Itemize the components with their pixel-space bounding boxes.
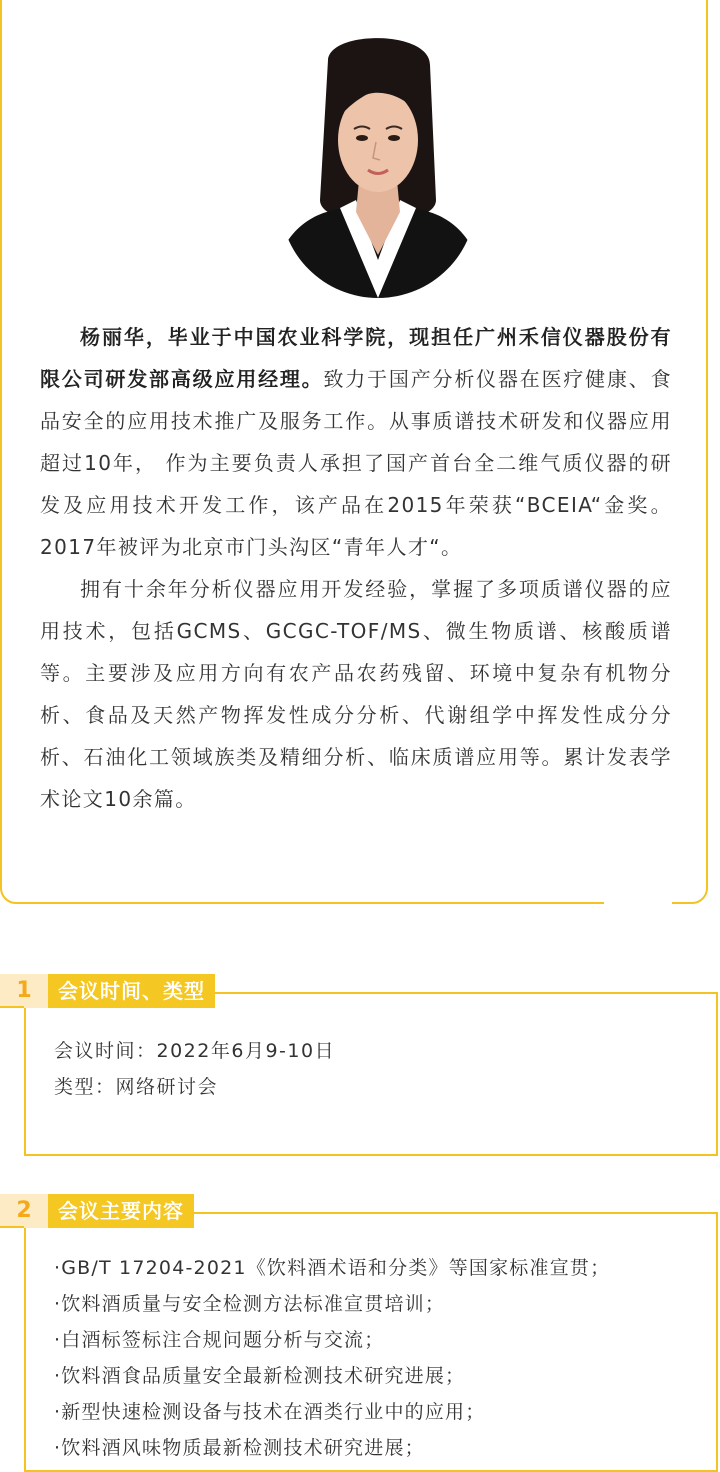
section-2-number: 2 — [0, 1194, 48, 1228]
section-2-title: 会议主要内容 — [48, 1194, 194, 1228]
section-1-number: 1 — [0, 974, 48, 1008]
card-border-gap — [604, 902, 672, 908]
section-2-underline — [0, 1226, 24, 1228]
list-item: ·白酒标签标注合规问题分析与交流； — [54, 1329, 385, 1351]
list-item: ·饮料酒质量与安全检测方法标准宣贯培训； — [54, 1293, 446, 1315]
list-item: ·GB/T 17204-2021《饮料酒术语和分类》等国家标准宣贯； — [54, 1257, 611, 1279]
speaker-photo — [280, 30, 476, 298]
meeting-type: 类型：网络研讨会 — [54, 1076, 219, 1098]
list-item: ·新型快速检测设备与技术在酒类行业中的应用； — [54, 1401, 486, 1423]
section-1-title: 会议时间、类型 — [48, 974, 215, 1008]
meeting-time: 会议时间：2022年6月9-10日 — [54, 1040, 336, 1062]
list-item: ·饮料酒食品质量安全最新检测技术研究进展； — [54, 1365, 466, 1387]
speaker-name-title: 杨丽华，毕业于中国农业科学院，现担任广州禾信仪器股份有限公司研发部高级应用经理。 — [40, 325, 672, 391]
section-1-underline — [0, 1006, 24, 1008]
bio-paragraph-1 — [40, 316, 672, 568]
main-content-list — [54, 1250, 610, 1466]
list-item: ·饮料酒风味物质最新检测技术研究进展； — [54, 1437, 425, 1459]
bio-text-1: 致力于国产分析仪器在医疗健康、食品安全的应用技术推广及服务工作。从事质谱技术研发和仪器应用超过10年， 作为主要负责人承担了国产首台全二维气质仪器的研发及应用技术开发工作，该产品在2015年荣获“BCEIA“金奖。2017年被评为北京市门头沟区“青年人才“。 — [40, 367, 673, 559]
bio-paragraph-2: 拥有十余年分析仪器应用开发经验，掌握了多项质谱仪器的应用技术，包括GCMS、GCGC-TOF/MS、微生物质谱、核酸质谱等。主要涉及应用方向有农产品农药残留、环境中复杂有机物分析、食品及天然产物挥发性成分分析、代谢组学中挥发性成分分析、石油化工领域族类及精细分析、临床质谱应用等。累计发表学术论文10余篇。 — [40, 577, 672, 811]
speaker-biography — [40, 316, 672, 820]
